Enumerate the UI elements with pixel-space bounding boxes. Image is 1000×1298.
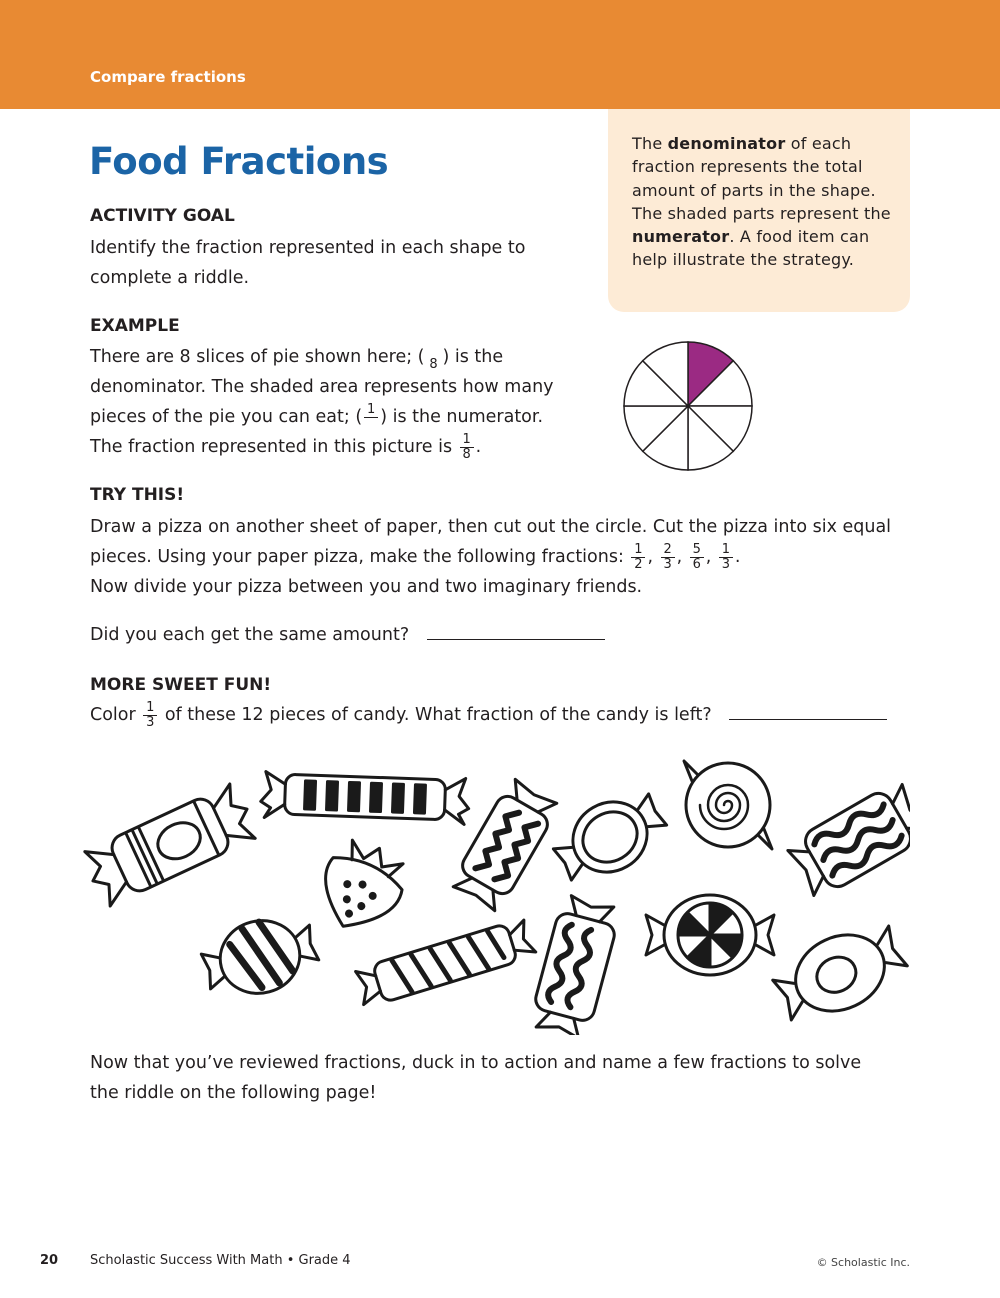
example-text-part: The fraction represented in this picture is: [90, 437, 458, 457]
same-amount-question-row: [90, 620, 690, 650]
example-line-2: denominator. The shaded area represents how many: [90, 377, 554, 397]
try-this-text-part: pieces. Using your paper pizza, make the following fractions:: [90, 547, 624, 567]
try-this-line-1: Draw a pizza on another sheet of paper, then cut out the circle. Cut the pizza into six equal: [90, 517, 892, 537]
candy-wavy-striped[interactable]: [785, 779, 910, 900]
candy-striped-bar[interactable]: [260, 771, 469, 824]
same-amount-question: Did you each get the same amount?: [90, 625, 410, 645]
candy-wavy-tall[interactable]: [528, 894, 621, 1035]
tip-bold-denominator: denominator: [667, 134, 786, 153]
tip-bold-numerator: numerator: [632, 227, 730, 247]
sweet-fun-text-part: of these 12 pieces of candy. What fraction of the candy is left?: [159, 705, 712, 725]
candy-wrapped-large[interactable]: [80, 782, 259, 908]
fraction-numerator: 2: [661, 543, 675, 558]
pie-diagram: [620, 338, 756, 474]
candy-round-wrapped[interactable]: [545, 780, 674, 894]
example-text-part: .: [475, 437, 482, 457]
try-this-line-2: pieces. Using your paper pizza, make the following fractions: $\frac{1}{2}$ , $\frac{2}{3}$ , $\frac{5}{6}$ , $\frac{1}{3}$ .: [90, 541, 741, 572]
closing-line-2: the riddle on the following page!: [90, 1083, 377, 1103]
fraction-numerator: 1: [719, 543, 733, 558]
example-line-4: [90, 432, 600, 462]
candy-strawberry[interactable]: [308, 832, 415, 943]
candy-round-highlight[interactable]: [767, 913, 910, 1032]
section-label: Compare fractions: [90, 68, 246, 86]
fraction-denominator: 3: [663, 556, 672, 572]
fraction-denominator: 8: [462, 446, 471, 462]
fraction-4: [719, 543, 733, 572]
fraction-2: [661, 543, 675, 572]
fraction-denominator: 3: [146, 714, 155, 730]
closing-line-1: Now that you’ve reviewed fractions, duck in to action and name a few fractions to solve: [90, 1053, 862, 1073]
tip-text-2: of each fraction represents the total amount of parts in the shape. The shaded parts represent the: [632, 134, 891, 223]
try-this-line-3: Now divide your pizza between you and two imaginary friends.: [90, 577, 643, 597]
fraction-numerator: 1: [631, 543, 645, 558]
candy-illustration: [80, 745, 910, 1035]
example-fraction-numerator: [364, 403, 378, 432]
pie-slices: [624, 342, 752, 470]
example-fraction-denominator: [427, 343, 441, 372]
tip-text-3: . A food item can help illustrate the strategy.: [632, 227, 870, 270]
fraction-denominator: 3: [721, 556, 730, 572]
fraction-denominator: 6: [692, 556, 701, 572]
same-amount-answer-line[interactable]: [427, 639, 605, 640]
tip-box: [608, 109, 910, 312]
example-line-3: [90, 402, 600, 432]
fraction-3: [690, 543, 704, 572]
page-number: 20: [40, 1253, 59, 1268]
fraction-numerator: 1: [460, 433, 474, 448]
copyright: © Scholastic Inc.: [816, 1256, 910, 1269]
fraction-denominator: 8: [429, 356, 438, 372]
fraction-1: [631, 543, 645, 572]
page-title: Food Fractions: [89, 140, 389, 183]
sweet-fun-text: [90, 700, 930, 730]
example-fraction-result: [460, 433, 474, 462]
candy-peppermint[interactable]: [646, 895, 774, 975]
candy-left-answer-line[interactable]: [729, 719, 887, 720]
example-text-part: pieces of the pie you can eat; (: [90, 407, 363, 427]
try-this-text: [90, 512, 930, 602]
example-text: [90, 342, 600, 462]
book-title: Scholastic Success With Math • Grade 4: [90, 1253, 351, 1268]
tip-text-1: The: [632, 134, 668, 153]
example-text-part: ) is the: [442, 347, 504, 367]
closing-text: [90, 1048, 930, 1108]
example-text-part: ) is the numerator.: [380, 407, 544, 427]
fraction-numerator: 5: [690, 543, 704, 558]
activity-text: Identify the fraction represented in each shape to complete a riddle.: [90, 238, 526, 288]
sweet-fun-heading: MORE SWEET FUN!: [90, 675, 272, 695]
example-line-1: [90, 342, 600, 372]
candy-striped-round[interactable]: [197, 908, 324, 1007]
example-text-part: There are 8 slices of pie shown here; (: [90, 347, 425, 367]
example-heading: EXAMPLE: [90, 316, 180, 336]
fraction-numerator: 1: [143, 701, 157, 716]
fraction-numerator: 1: [364, 403, 378, 418]
sweet-fun-text-part: Color: [90, 705, 142, 725]
activity-heading: ACTIVITY GOAL: [90, 206, 235, 226]
fraction-denominator: 2: [634, 556, 643, 572]
header-band: [0, 0, 1000, 109]
candy-spiral[interactable]: [684, 761, 772, 849]
candy-diagonal-bar[interactable]: [353, 918, 537, 1009]
try-this-heading: TRY THIS!: [90, 485, 185, 505]
candy-zigzag[interactable]: [450, 777, 560, 912]
sweet-fraction: [143, 701, 157, 730]
